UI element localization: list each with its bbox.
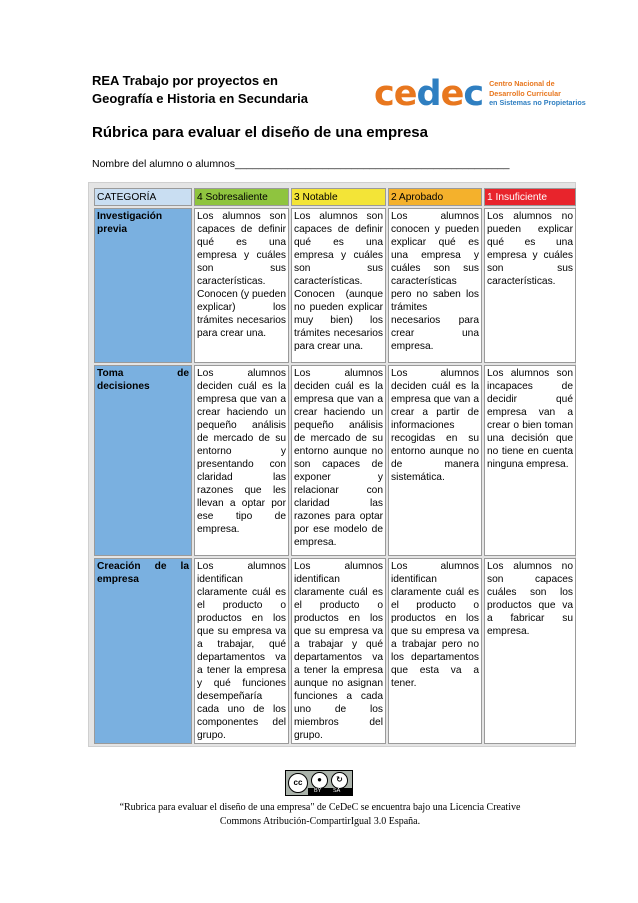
license-text-line1: “Rubrica para evaluar el diseño de una empresa" de CeDeC se encuentra bajo una Licencia Creative bbox=[119, 802, 521, 813]
header-level-4: 4 Sobresaliente bbox=[194, 188, 289, 206]
table-row bbox=[94, 365, 576, 556]
logo-line1: Centro Nacional de bbox=[489, 79, 555, 88]
license-text-line2: Commons Atribución-CompartirIgual 3.0 España. bbox=[219, 816, 421, 827]
table-row bbox=[94, 558, 576, 744]
header-level-2: 2 Aprobado bbox=[388, 188, 482, 206]
cell-level-3: Los alumnos son capaces de definir qué es una empresa y cuáles son sus características. Conocen (aunque no pueden explicar muy bien) los trámites necesarios para crear una. bbox=[291, 208, 386, 363]
rubric-header-row bbox=[94, 188, 576, 206]
cell-level-1: Los alumnos no son capaces cuáles son los productos que va a fabricar su empresa. bbox=[484, 558, 576, 744]
rubric-table-frame bbox=[88, 182, 576, 747]
name-label: Nombre del alumno o alumnos bbox=[92, 158, 235, 170]
row-category: Toma de decisiones bbox=[94, 365, 192, 556]
by-icon: ● bbox=[311, 772, 328, 789]
cell-level-1: Los alumnos son incapaces de decidir qué empresa van a crear o bien toman una decisión que no tiene en cuenta ninguna empresa. bbox=[484, 365, 576, 556]
cedec-logo bbox=[374, 76, 586, 116]
header-title bbox=[92, 72, 352, 108]
cell-level-3: Los alumnos identifican claramente cuál es el producto o productos en los que su empresa va a trabajar y qué departamentos va a tener la empresa aunque no asignan funciones a cada uno de los miembros del grupo. bbox=[291, 558, 386, 744]
header-title-line2: Geografía e Historia en Secundaria bbox=[92, 91, 309, 106]
student-name-line bbox=[92, 158, 509, 170]
document-title: Rúbrica para evaluar el diseño de una empresa bbox=[92, 124, 428, 141]
header-category: CATEGORÍA bbox=[94, 188, 192, 206]
sa-icon: ↻ bbox=[331, 772, 348, 789]
by-label: BY bbox=[314, 788, 322, 794]
logo-line3: en Sistemas no Propietarios bbox=[489, 98, 586, 107]
cell-level-4: Los alumnos deciden cuál es la empresa que van a crear haciendo un pequeño análisis de mercado de su entorno y presentando con claridad las razones que les llevan a optar por ese tipo de empresa. bbox=[194, 365, 289, 556]
name-blank: _______________________________________________ bbox=[235, 158, 510, 170]
sa-label: SA bbox=[333, 788, 341, 794]
logo-line2: Desarrollo Curricular bbox=[489, 88, 561, 98]
logo-word: cedec bbox=[374, 74, 484, 114]
header-level-1: 1 Insuficiente bbox=[484, 188, 576, 206]
cell-level-4: Los alumnos identifican claramente cuál es el producto o productos en los que su empresa va a trabajar, qué departamentos va a tener la empresa y qué funciones desempeñaría cada uno de los componentes del grupo. bbox=[194, 558, 289, 744]
cc-license-badge[interactable] bbox=[285, 770, 353, 796]
license-text bbox=[92, 801, 548, 829]
row-category: Investigación previa bbox=[94, 208, 192, 363]
cc-icon: cc bbox=[288, 773, 308, 793]
cell-level-3: Los alumnos deciden cuál es la empresa que van a crear haciendo un pequeño análisis de mercado de su entorno aunque no son capaces de exponer y relacionar con claridad las razones para optar por ese modelo de empresa. bbox=[291, 365, 386, 556]
cell-level-2: Los alumnos conocen y pueden explicar qué es una empresa y cuáles son sus características pero no saben los trámites necesarios para crear una empresa. bbox=[388, 208, 482, 363]
table-row bbox=[94, 208, 576, 363]
rubric-table bbox=[92, 186, 578, 746]
logo-subtitle bbox=[489, 79, 586, 108]
cell-level-4: Los alumnos son capaces de definir qué es una empresa y cuáles son sus características. Conocen (y pueden explicar) los trámites necesarios para crear una. bbox=[194, 208, 289, 363]
header-title-line1: REA Trabajo por proyectos en bbox=[92, 73, 278, 88]
header-level-3: 3 Notable bbox=[291, 188, 386, 206]
cell-level-2: Los alumnos deciden cuál es la empresa que van a crear a partir de informaciones recogidas en su entorno aunque no de manera sistemática. bbox=[388, 365, 482, 556]
cell-level-1: Los alumnos no pueden explicar qué es una empresa y cuáles son sus características. bbox=[484, 208, 576, 363]
row-category: Creación de la empresa bbox=[94, 558, 192, 744]
cell-level-2: Los alumnos identifican claramente cuál es el producto o productos en los que su empresa va a trabajar pero no los departamentos que esta va a tener. bbox=[388, 558, 482, 744]
